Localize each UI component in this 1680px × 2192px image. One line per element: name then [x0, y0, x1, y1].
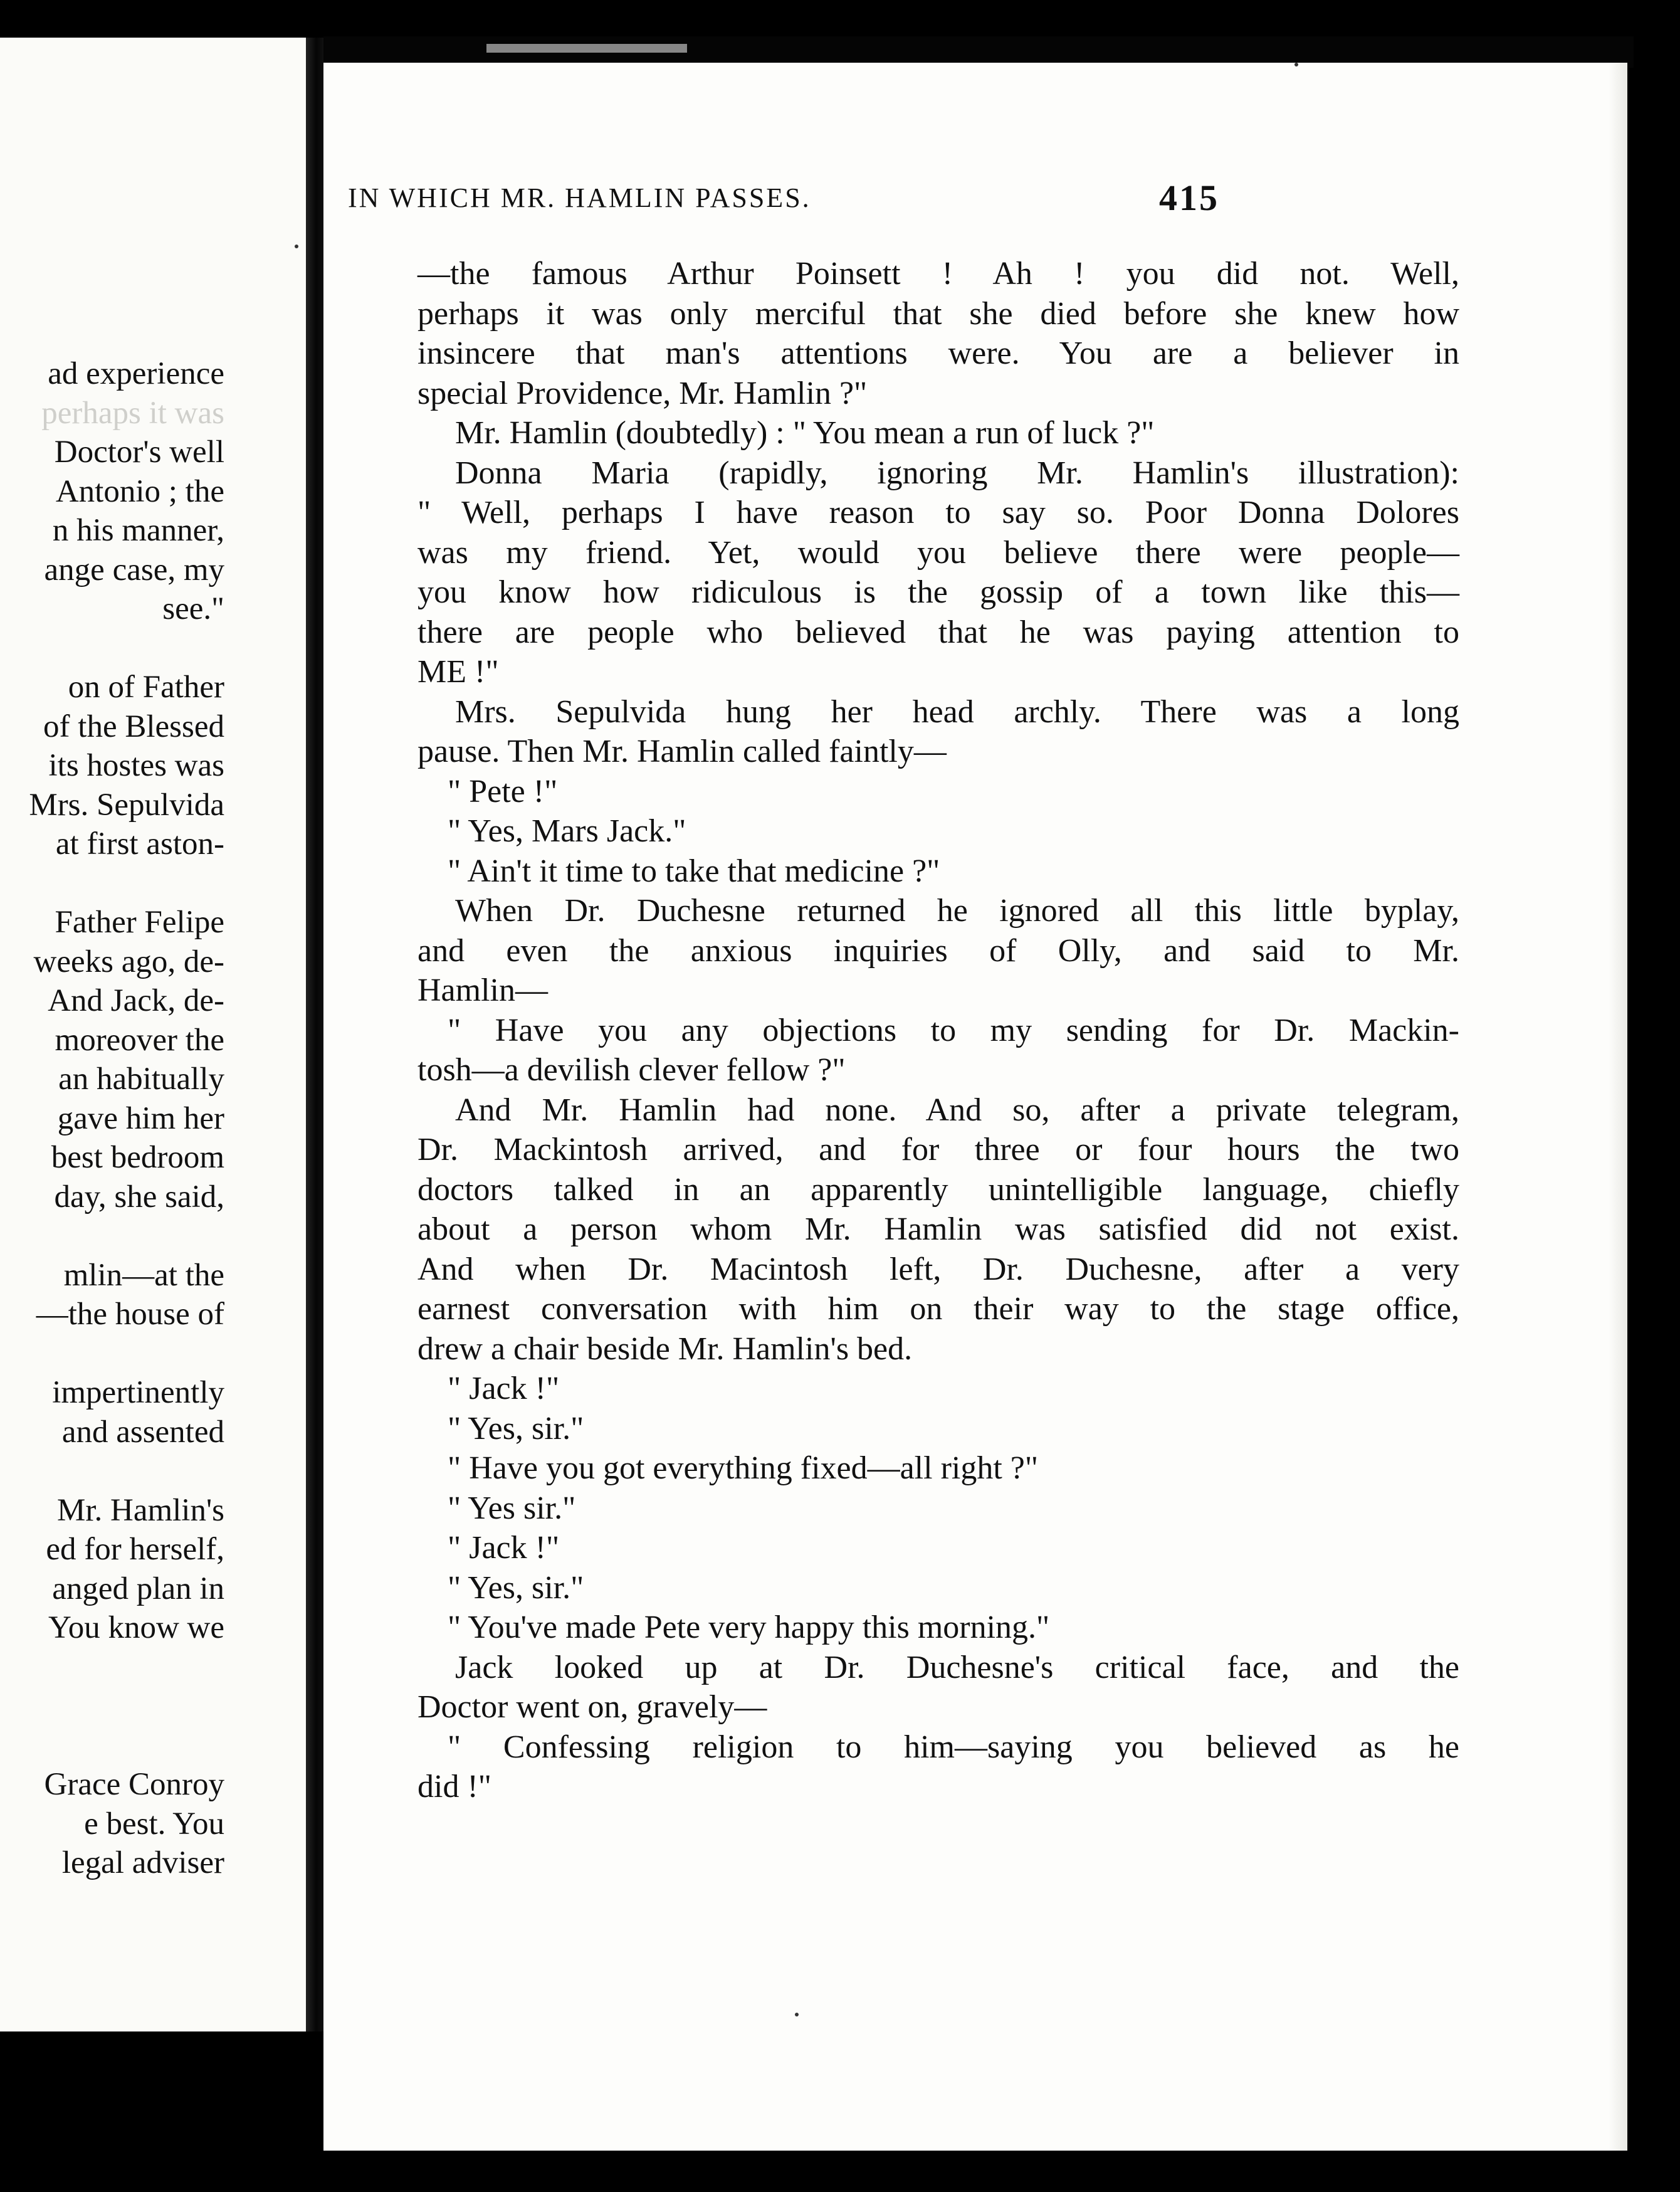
text-line: you know how ridiculous is the gossip of a town like this— — [417, 574, 1459, 610]
left-line — [29, 1648, 224, 1687]
text-line: Doctor went on, gravely— — [417, 1689, 767, 1725]
left-line: e best. You — [84, 1806, 224, 1842]
text-line: " You've made Pete very happy this morning." — [448, 1610, 1050, 1645]
running-head-title: IN WHICH MR. HAMLIN PASSES. — [348, 182, 811, 213]
text-line: And Mr. Hamlin had none. And so, after a private telegram, — [455, 1092, 1459, 1128]
left-line: You know we — [48, 1610, 224, 1645]
left-line: an habitually — [58, 1062, 224, 1097]
left-line — [29, 1216, 224, 1256]
left-line: moreover the — [55, 1022, 224, 1058]
left-line — [29, 1334, 224, 1374]
left-line: on of Father — [68, 670, 224, 705]
text-line: pause. Then Mr. Hamlin called faintly— — [417, 734, 947, 769]
text-line: earnest conversation with him on their way to the stage office, — [417, 1291, 1459, 1327]
left-line — [29, 1687, 224, 1726]
text-line: Dr. Mackintosh arrived, and for three or four hours the two — [417, 1132, 1459, 1167]
text-line: there are people who believed that he was paying attention to — [417, 614, 1459, 650]
left-line: its hostes was — [48, 748, 224, 783]
text-line: Hamlin— — [417, 972, 548, 1008]
left-line: perhaps it was — [41, 395, 224, 431]
left-line: Antonio ; the — [55, 473, 224, 509]
text-line: " Pete !" — [448, 773, 558, 809]
left-line: best bedroom — [51, 1140, 224, 1175]
text-line: perhaps it was only merciful that she died before she knew how — [417, 295, 1459, 332]
left-line — [29, 864, 224, 904]
text-line: special Providence, Mr. Hamlin ?" — [417, 375, 868, 411]
text-line: —the famous Arthur Poinsett ! Ah ! you did not. Well, — [417, 256, 1459, 292]
text-line: " Well, perhaps I have reason to say so. Poor Donna Dolores — [417, 495, 1459, 530]
text-line: " Yes, Mars Jack." — [448, 813, 686, 849]
text-line: Mrs. Sepulvida hung her head archly. There was a long — [455, 693, 1459, 730]
left-line: Mrs. Sepulvida — [29, 787, 224, 823]
scan-artifact — [486, 44, 687, 53]
page-body-text — [417, 254, 1459, 1807]
left-line: and assented — [61, 1414, 224, 1450]
left-line: at first aston- — [55, 826, 224, 862]
text-line: insincere that man's attentions were. You are a believer in — [417, 335, 1459, 371]
left-line: weeks ago, de- — [33, 944, 224, 979]
left-line: gave him her — [57, 1100, 224, 1136]
scan-speck — [795, 2013, 799, 2016]
left-line: And Jack, de- — [48, 983, 224, 1018]
text-line: " Have you got everything fixed—all right ?" — [448, 1450, 1039, 1486]
text-line: was my friend. Yet, would you believe there were people— — [417, 534, 1459, 571]
text-line: drew a chair beside Mr. Hamlin's bed. — [417, 1330, 913, 1367]
left-page — [0, 38, 306, 2031]
text-line: " Jack !" — [448, 1371, 560, 1406]
left-line — [29, 1726, 224, 1766]
left-line: of the Blessed — [43, 709, 224, 744]
text-line: Donna Maria (rapidly, ignoring Mr. Hamlin's illustration): — [455, 455, 1459, 491]
text-line: " Yes sir." — [448, 1490, 576, 1526]
text-line: did !" — [417, 1769, 491, 1805]
page-gutter — [306, 38, 323, 2031]
text-line: and even the anxious inquiries of Olly, and said to Mr. — [417, 932, 1459, 969]
page-edge — [1609, 63, 1627, 2151]
left-line: —the house of — [36, 1297, 224, 1332]
text-line: Mr. Hamlin (doubtedly) : " You mean a run of luck ?" — [455, 415, 1155, 451]
text-line: " Yes, sir." — [448, 1569, 584, 1606]
left-line: Father Felipe — [55, 905, 224, 940]
text-line: " Have you any objections to my sending for Dr. Mackin- — [448, 1012, 1459, 1048]
left-line: legal adviser — [61, 1845, 224, 1880]
text-line: " Ain't it time to take that medicine ?" — [448, 853, 940, 889]
text-line: ME !" — [417, 654, 499, 690]
left-line: n his manner, — [52, 513, 224, 548]
left-line: mlin—at the — [63, 1257, 224, 1293]
left-line: Mr. Hamlin's — [56, 1492, 224, 1528]
left-line: see." — [162, 591, 224, 626]
left-line: day, she said, — [54, 1179, 224, 1215]
left-line: Doctor's well — [54, 435, 224, 470]
scan-speck — [1294, 63, 1298, 66]
left-line — [29, 629, 224, 668]
left-page-text — [29, 354, 224, 1883]
left-line: ange case, my — [44, 552, 224, 588]
text-line: " Confessing religion to him—saying you believed as he — [448, 1729, 1459, 1765]
text-line: Jack looked up at Dr. Duchesne's critical face, and the — [455, 1649, 1459, 1685]
left-line: anged plan in — [52, 1571, 224, 1606]
left-line — [29, 1452, 224, 1491]
scan-speck — [295, 245, 298, 248]
page-number: 415 — [1159, 177, 1219, 218]
text-line: doctors talked in an apparently unintelligible language, chiefly — [417, 1171, 1459, 1208]
left-line: ad experience — [48, 356, 224, 391]
left-line: ed for herself, — [46, 1532, 224, 1567]
text-line: " Yes, sir." — [448, 1410, 584, 1446]
text-line: about a person whom Mr. Hamlin was satisfied did not exist. — [417, 1211, 1459, 1247]
text-line: tosh—a devilish clever fellow ?" — [417, 1052, 846, 1088]
text-line: When Dr. Duchesne returned he ignored all this little byplay, — [455, 893, 1459, 929]
text-line: And when Dr. Macintosh left, Dr. Duchesne, after a very — [417, 1251, 1459, 1287]
left-line: Grace Conroy — [44, 1767, 224, 1802]
left-line: impertinently — [52, 1375, 224, 1410]
text-line: " Jack !" — [448, 1530, 560, 1566]
